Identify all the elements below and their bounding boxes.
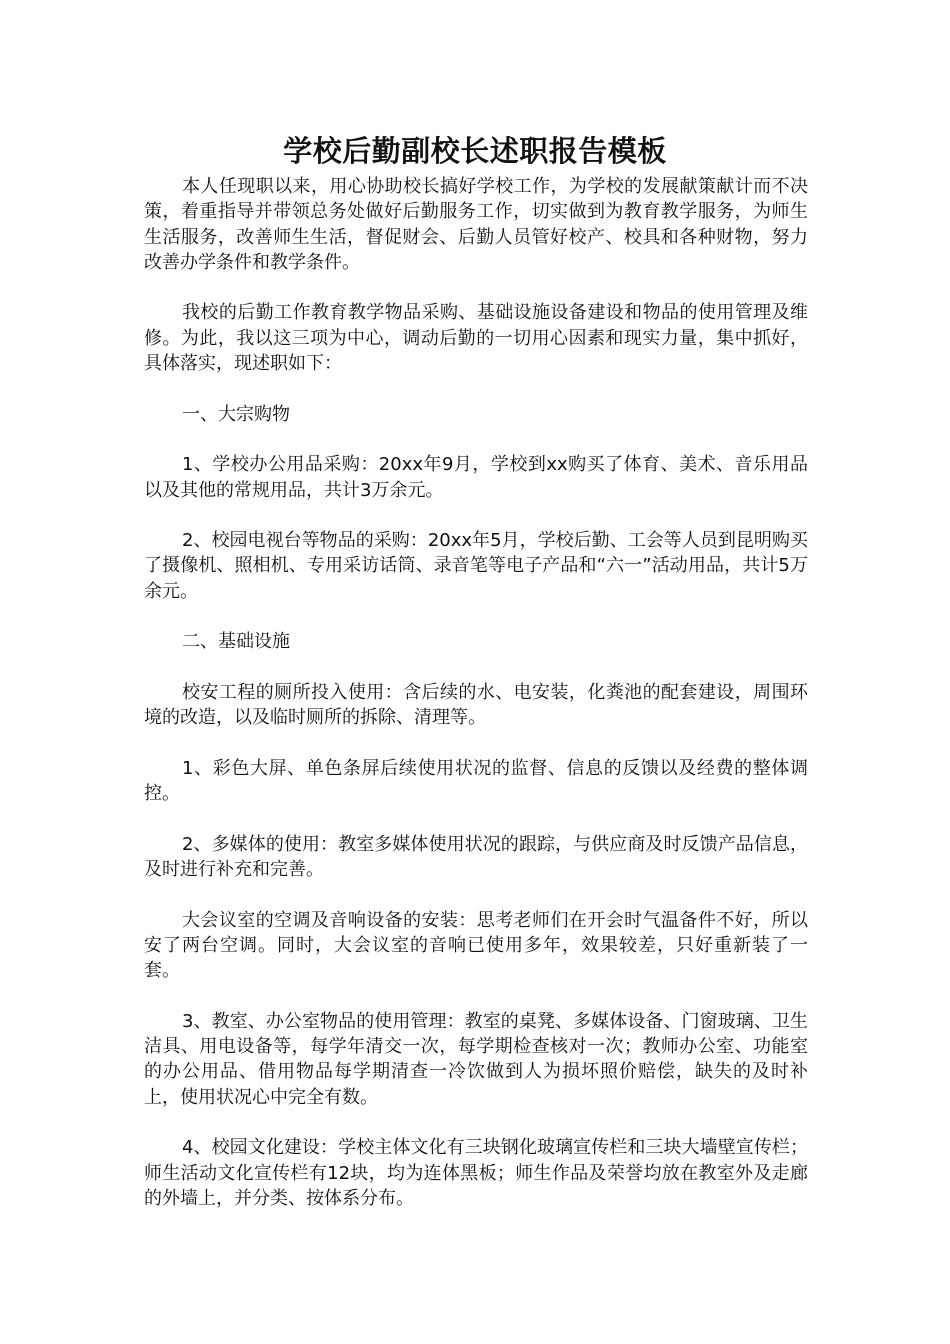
paragraph-overview: 我校的后勤工作教育教学物品采购、基础设施设备建设和物品的使用管理及维修。为此，我以这三项为中心，调动后勤的一切用心因素和现实力量，集中抓好，具体落实，现述职如下： (144, 302, 808, 375)
document-title: 学校后勤副校长述职报告模板 (283, 134, 667, 168)
paragraph-classroom-management: 3、教室、办公室物品的使用管理：教室的桌凳、多媒体设备、门窗玻璃、卫生洁具、用电设备等，每学年清交一次，每学期检查核对一次；教师办公室、功能室的办公用品、借用物品每学期清查一冷饮做到人为损坏照价赔偿，缺失的及时补上，使用状况心中完全有数。 (144, 1010, 808, 1108)
paragraph-multimedia: 2、多媒体的使用：教室多媒体使用状况的跟踪，与供应商及时反馈产品信息，及时进行补充和完善。 (144, 833, 808, 881)
document-body (144, 174, 808, 1211)
paragraph-screens: 1、彩色大屏、单色条屏后续使用状况的监督、信息的反馈以及经费的整体调控。 (144, 757, 808, 805)
paragraph-intro: 本人任现职以来，用心协助校长搞好学校工作，为学校的发展献策献计而不决策，着重指导并带领总务处做好后勤服务工作，切实做到为教育教学服务，为师生生活服务，改善师生生活，督促财会、后勤人员管好校产、校具和各种财物，努力改善办学条件和教学条件。 (144, 176, 808, 273)
paragraph-campus-culture: 4、校园文化建设：学校主体文化有三块钢化玻璃宣传栏和三块大墙壁宣传栏；师生活动文化宣传栏有12块，均为连体黑板；师生作品及荣誉均放在教室外及走廊的外墙上，并分类、按体系分布。 (144, 1137, 808, 1209)
paragraph-tv-station: 2、校园电视台等物品的采购：20xx年5月，学校后勤、工会等人员到昆明购买了摄像机、照相机、专用采访话筒、录音笔等电子产品和“六一”活动用品，共计5万余元。 (144, 530, 808, 602)
section-heading-purchasing: 一、大宗购物 (182, 403, 290, 425)
paragraph-toilet-project: 校安工程的厕所投入使用：含后续的水、电安装，化粪池的配套建设，周围环境的改造，以及临时厕所的拆除、清理等。 (144, 681, 808, 729)
paragraph-meeting-room: 大会议室的空调及音响设备的安装：思考老师们在开会时气温备件不好，所以安了两台空调。同时，大会议室的音响已使用多年，效果较差，只好重新装了一套。 (144, 909, 808, 982)
paragraph-office-supplies: 1、学校办公用品采购：20xx年9月，学校到xx购买了体育、美术、音乐用品以及其他的常规用品，共计3万余元。 (144, 454, 808, 501)
section-heading-infrastructure: 二、基础设施 (182, 631, 290, 653)
